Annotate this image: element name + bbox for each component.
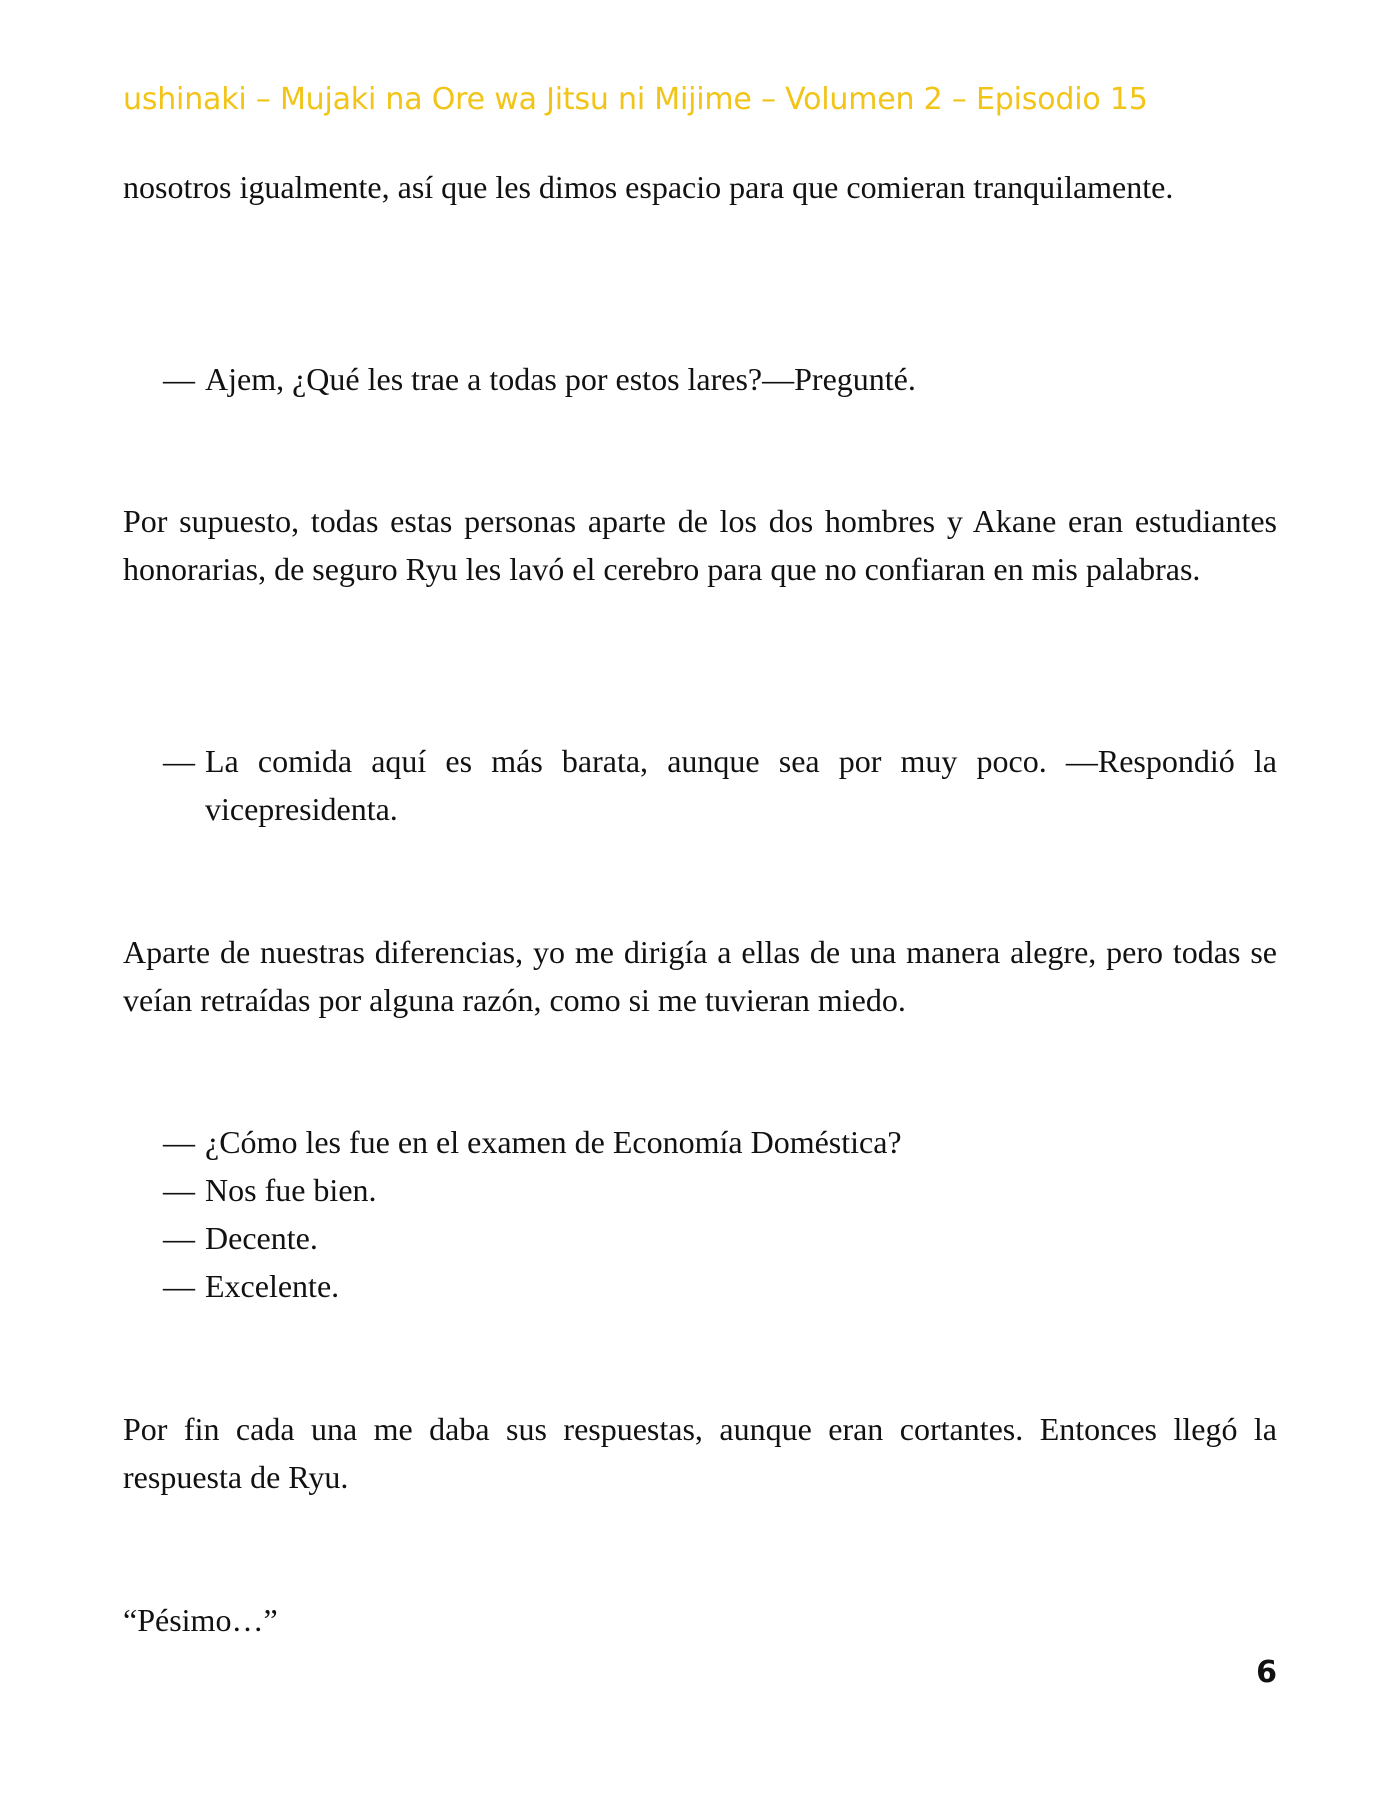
paragraph-5: [123, 1596, 1277, 1644]
dialogue-line: [163, 1214, 1277, 1262]
dialogue-text: Ajem, ¿Qué les trae a todas por estos lares?—Pregunté.: [205, 361, 916, 397]
paragraph-2: [123, 497, 1277, 593]
dialogue-text: Excelente.: [205, 1268, 340, 1304]
dialogue-1: [163, 355, 1277, 403]
running-header: ushinaki – Mujaki na Ore wa Jitsu ni Mijime – Volumen 2 – Episodio 15: [123, 82, 1148, 117]
dialogue-dash: —: [163, 361, 195, 397]
dialogue-dash: —: [163, 1268, 195, 1304]
paragraph-1: [123, 163, 1277, 211]
paragraph-text: Aparte de nuestras diferencias, yo me dirigía a ellas de una manera alegre, pero todas se veían retraídas por alguna razón, como si me tuvieran miedo.: [123, 934, 1277, 1018]
paragraph-4: [123, 1405, 1277, 1501]
dialogue-2: [163, 737, 1277, 833]
dialogue-line: [163, 1262, 1277, 1310]
paragraph-text: nosotros igualmente, así que les dimos espacio para que comieran tranquilamente.: [123, 169, 1174, 205]
paragraph-text: “Pésimo…”: [123, 1602, 278, 1638]
dialogue-text: La comida aquí es más barata, aunque sea por muy poco. —Respondió la vicepresidenta.: [205, 743, 1277, 827]
dialogue-line: [163, 1166, 1277, 1214]
dialogue-3: [163, 1118, 1277, 1310]
paragraph-text: Por supuesto, todas estas personas aparte de los dos hombres y Akane eran estudiantes honorarias, de seguro Ryu les lavó el cerebro para que no confiaran en mis palabras.: [123, 503, 1277, 587]
paragraph-text: Por fin cada una me daba sus respuestas, aunque eran cortantes. Entonces llegó la respuesta de Ryu.: [123, 1411, 1277, 1495]
dialogue-line: [163, 1118, 1277, 1166]
dialogue-text: Nos fue bien.: [205, 1172, 377, 1208]
page-number: 6: [1256, 1655, 1277, 1690]
dialogue-text: ¿Cómo les fue en el examen de Economía Doméstica?: [205, 1124, 902, 1160]
paragraph-3: [123, 928, 1277, 1024]
dialogue-line: [163, 355, 1277, 403]
dialogue-dash: —: [163, 1220, 195, 1256]
dialogue-dash: —: [163, 743, 195, 779]
dialogue-line: [163, 737, 1277, 833]
dialogue-dash: —: [163, 1172, 195, 1208]
dialogue-dash: —: [163, 1124, 195, 1160]
dialogue-text: Decente.: [205, 1220, 318, 1256]
